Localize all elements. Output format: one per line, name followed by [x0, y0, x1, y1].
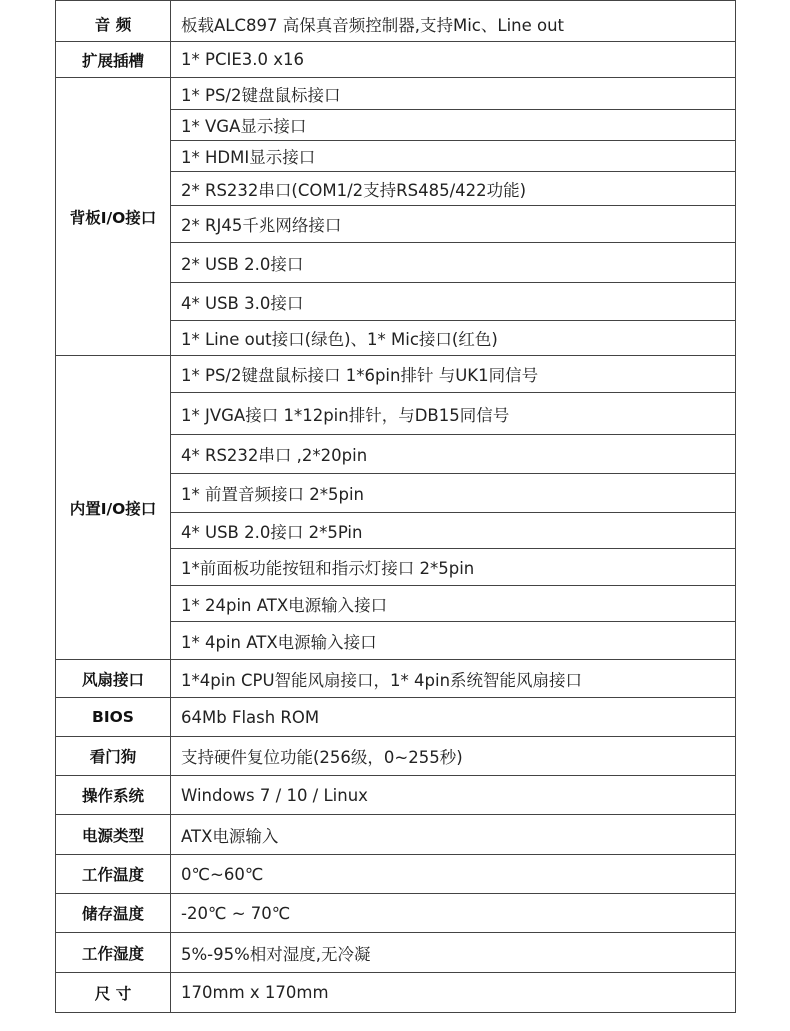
table-row-audio — [56, 1, 736, 42]
table-row-bios — [56, 698, 736, 737]
back-io-item: 2* RS232串口(COM1/2支持RS485/422功能) — [171, 172, 736, 206]
internal-io-item: 4* USB 2.0接口 2*5Pin — [171, 513, 736, 549]
table-row-internal-io — [56, 356, 736, 393]
row-value-audio: 板载ALC897 高保真音频控制器,支持Mic、Line out — [171, 1, 736, 42]
row-label-power: 电源类型 — [56, 815, 171, 855]
back-io-item: 1* Line out接口(绿色)、1* Mic接口(红色) — [171, 321, 736, 356]
spec-table — [55, 0, 736, 1013]
row-value-size: 170mm x 170mm — [171, 973, 736, 1013]
row-value-power: ATX电源输入 — [171, 815, 736, 855]
table-row-storage-temp — [56, 894, 736, 933]
table-row-os — [56, 776, 736, 815]
row-label-os: 操作系统 — [56, 776, 171, 815]
row-label-bios: BIOS — [56, 698, 171, 737]
row-value-operating-temp: 0℃~60℃ — [171, 855, 736, 894]
internal-io-item: 1* 4pin ATX电源输入接口 — [171, 622, 736, 660]
row-label-watchdog: 看门狗 — [56, 737, 171, 776]
back-io-item: 1* VGA显示接口 — [171, 110, 736, 141]
row-label-audio: 音 频 — [56, 1, 171, 42]
table-row-watchdog — [56, 737, 736, 776]
row-label-operating-temp: 工作温度 — [56, 855, 171, 894]
row-value-storage-temp: -20℃ ~ 70℃ — [171, 894, 736, 933]
internal-io-item: 1*前面板功能按钮和指示灯接口 2*5pin — [171, 549, 736, 586]
back-io-item: 4* USB 3.0接口 — [171, 283, 736, 321]
row-label-back-io: 背板I/O接口 — [56, 78, 171, 356]
table-row-operating-temp — [56, 855, 736, 894]
back-io-item: 1* HDMI显示接口 — [171, 141, 736, 172]
table-row-humidity — [56, 933, 736, 973]
back-io-item: 2* USB 2.0接口 — [171, 243, 736, 283]
internal-io-item: 1* 前置音频接口 2*5pin — [171, 474, 736, 513]
internal-io-item: 1* JVGA接口 1*12pin排针，与DB15同信号 — [171, 393, 736, 435]
row-value-watchdog: 支持硬件复位功能(256级，0~255秒) — [171, 737, 736, 776]
row-label-humidity: 工作湿度 — [56, 933, 171, 973]
row-label-storage-temp: 储存温度 — [56, 894, 171, 933]
table-row-size — [56, 973, 736, 1013]
table-row-expansion — [56, 42, 736, 78]
row-label-fan: 风扇接口 — [56, 660, 171, 698]
row-label-size: 尺 寸 — [56, 973, 171, 1013]
row-value-os: Windows 7 / 10 / Linux — [171, 776, 736, 815]
internal-io-item: 1* PS/2键盘鼠标接口 1*6pin排针 与UK1同信号 — [171, 356, 736, 393]
row-value-fan: 1*4pin CPU智能风扇接口，1* 4pin系统智能风扇接口 — [171, 660, 736, 698]
row-value-bios: 64Mb Flash ROM — [171, 698, 736, 737]
internal-io-item: 1* 24pin ATX电源输入接口 — [171, 586, 736, 622]
table-row-back-io — [56, 78, 736, 110]
row-value-humidity: 5%-95%相对湿度,无冷凝 — [171, 933, 736, 973]
table-row-power — [56, 815, 736, 855]
back-io-item: 2* RJ45千兆网络接口 — [171, 206, 736, 243]
back-io-item: 1* PS/2键盘鼠标接口 — [171, 78, 736, 110]
internal-io-item: 4* RS232串口 ,2*20pin — [171, 435, 736, 474]
table-row-fan — [56, 660, 736, 698]
row-label-internal-io: 内置I/O接口 — [56, 356, 171, 660]
row-label-expansion: 扩展插槽 — [56, 42, 171, 78]
row-value-expansion: 1* PCIE3.0 x16 — [171, 42, 736, 78]
